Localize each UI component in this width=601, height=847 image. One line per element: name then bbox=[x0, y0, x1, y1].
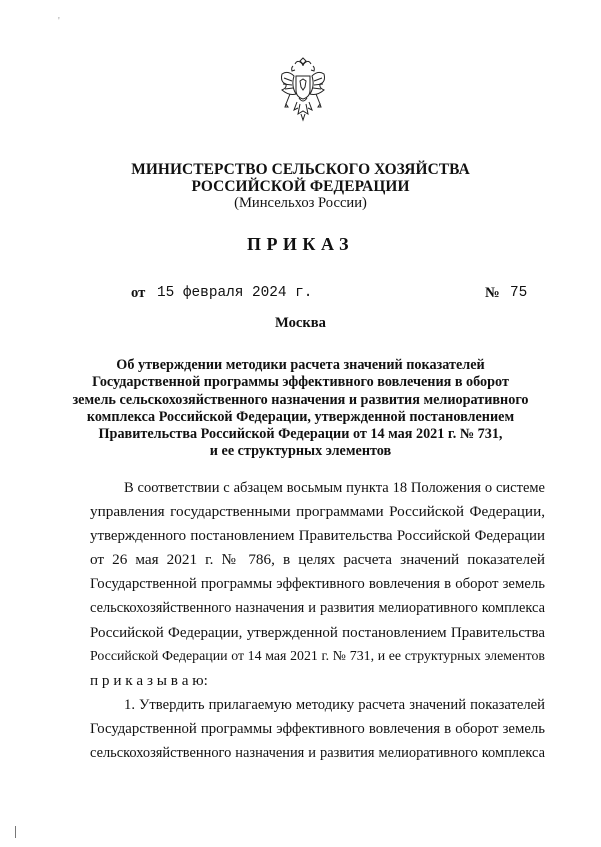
title-line: комплекса Российской Федерации, утвержденной постановлением bbox=[86, 408, 515, 425]
body-line: утвержденного постановлением Правительства Российской Федерации bbox=[90, 528, 545, 545]
body-line: В соответствии с абзацем восьмым пункта 18 Положения о системе bbox=[124, 480, 545, 496]
scan-mark: ' bbox=[58, 16, 60, 27]
date-value: 15 февраля 2024 г. bbox=[157, 285, 313, 301]
scan-edge-mark bbox=[15, 826, 16, 838]
body-line: сельскохозяйственного назначения и развития мелиоративного комплекса bbox=[90, 600, 545, 617]
title-line: Правительства Российской Федерации от 14 мая 2021 г. № 731, bbox=[98, 426, 503, 443]
title-line: и ее структурных элементов bbox=[209, 443, 392, 460]
number-label: № bbox=[485, 285, 500, 301]
body-line: управления государственными программами Российской Федерации, bbox=[90, 503, 545, 521]
ministry-name-line1: МИНИСТЕРСТВО СЕЛЬСКОГО ХОЗЯЙСТВА bbox=[131, 161, 470, 178]
document-type-heading: ПРИКАЗ bbox=[246, 234, 355, 254]
body-line: от 26 мая 2021 г. № 786, в целях расчета значений показателей bbox=[90, 551, 545, 569]
ministry-short-name: (Минсельхоз России) bbox=[234, 195, 367, 211]
body-line: Государственной программы эффективного вовлечения в оборот земель bbox=[90, 576, 545, 593]
body-line: Государственной программы эффективного вовлечения в оборот земель bbox=[90, 720, 545, 737]
document-title bbox=[0, 357, 601, 461]
title-line: Государственной программы эффективного вовлечения в оборот bbox=[92, 374, 509, 391]
date-label: от bbox=[131, 285, 146, 301]
number-value: 75 bbox=[510, 285, 528, 301]
body-line: Российской Федерации, утвержденной постановлением Правительства bbox=[90, 624, 545, 641]
title-line: Об утверждении методики расчета значений показателей bbox=[116, 357, 485, 373]
body-line: 1. Утвердить прилагаемую методику расчета значений показателей bbox=[124, 696, 545, 713]
title-line: земель сельскохозяйственного назначения и развития мелиоративного bbox=[72, 391, 529, 408]
body-line: п р и к а з ы в а ю: bbox=[90, 671, 208, 689]
body-line: сельскохозяйственного назначения и развития мелиоративного комплекса bbox=[90, 745, 545, 762]
coat-of-arms-emblem bbox=[278, 54, 328, 126]
body-line: Российской Федерации от 14 мая 2021 г. № 731, и ее структурных элементов bbox=[90, 648, 545, 664]
city: Москва bbox=[275, 315, 326, 331]
ministry-name-line2: РОССИЙСКОЙ ФЕДЕРАЦИИ bbox=[191, 178, 410, 195]
document-body bbox=[90, 476, 545, 765]
